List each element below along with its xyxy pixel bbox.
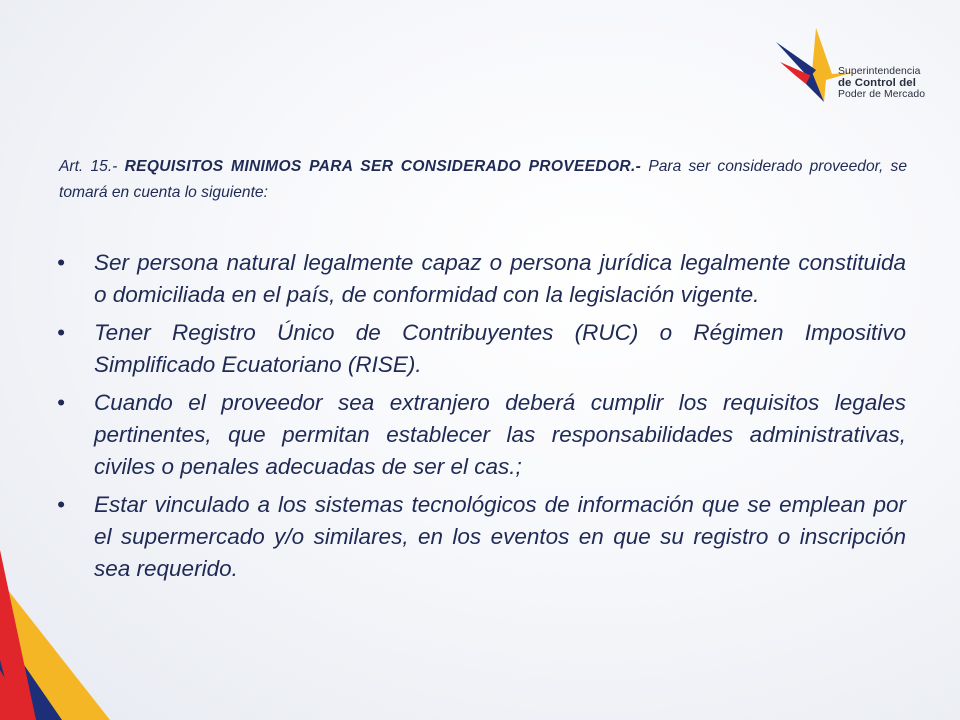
requirement-text: Cuando el proveedor sea extranjero deberá cumplir los requisitos legales pertinentes, que permitan establecer las responsabilidades administrativas, civiles o penales adecuadas de ser el cas.; <box>94 390 906 479</box>
list-item <box>57 317 906 381</box>
logo-line-3: Poder de Mercado <box>838 89 926 100</box>
logo-wordmark <box>838 66 925 101</box>
list-item <box>57 387 906 483</box>
corner-decoration <box>0 520 120 720</box>
article-title: REQUISITOS MINIMOS PARA SER CONSIDERADO PROVEEDOR.- <box>124 158 642 175</box>
requirement-text: Estar vinculado a los sistemas tecnológicos de información que se emplean por el supermercado y/o similares, en los eventos en que su registro o inscripción sea requerido. <box>94 492 906 581</box>
bullet-icon: • <box>57 320 65 345</box>
article-intro: Para ser considerado proveedor, se tomará en cuenta lo siguiente: <box>59 158 907 201</box>
logo-line-2: de Control del <box>838 76 916 89</box>
requirement-text: Tener Registro Único de Contribuyentes (RUC) o Régimen Impositivo Simplificado Ecuatoriano (RISE). <box>94 320 906 377</box>
bullet-icon: • <box>57 492 65 517</box>
requirement-text: Ser persona natural legalmente capaz o persona jurídica legalmente constituida o domiciliada en el país, de conformidad con la legislación vigente. <box>94 250 906 307</box>
article-number: Art. 15.- <box>59 158 125 175</box>
logo-line-1: Superintendencia <box>838 66 921 77</box>
bullet-icon: • <box>57 390 65 415</box>
bullet-icon: • <box>57 250 65 275</box>
requirements-list <box>57 247 906 585</box>
list-item <box>57 247 906 311</box>
list-item <box>57 489 906 585</box>
agency-logo <box>776 26 946 108</box>
article-heading <box>59 154 907 206</box>
